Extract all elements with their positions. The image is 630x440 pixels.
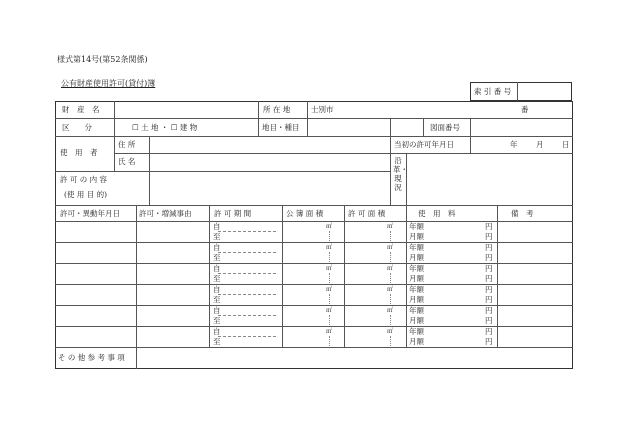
drawing-number-field[interactable] <box>472 120 571 134</box>
form-title: 公有財産使用許可(貸付)簿 <box>61 79 156 88</box>
yen-unit: 円 <box>485 295 493 304</box>
yen-unit: 円 <box>485 253 493 262</box>
yen-unit: 円 <box>485 337 493 346</box>
permit-content-field[interactable] <box>151 173 388 203</box>
form-number: 様式第14号(第52条関係) <box>57 55 148 64</box>
year-unit: 年 <box>510 140 518 149</box>
address-label: 住 所 <box>118 140 136 149</box>
registry-area-unit: ㎡ <box>326 244 333 251</box>
col-registry-area: 公 簿 面 積 <box>286 209 324 218</box>
col-permit-period: 許 可 期 間 <box>214 209 252 218</box>
period-from-label: 自 <box>213 243 221 252</box>
month-unit: 月 <box>536 140 544 149</box>
col-permit-date: 許可・異動年月日 <box>60 209 120 218</box>
period-from-label: 自 <box>213 327 221 336</box>
annual-fee-label: 年額 <box>409 264 424 273</box>
yen-unit: 円 <box>485 274 493 283</box>
monthly-fee-label: 月額 <box>409 274 424 283</box>
other-notes-label: そ の 他 参 考 事 項 <box>58 353 125 362</box>
usage-purpose-label: (使 用 目 的) <box>64 190 108 199</box>
registry-area-unit: ㎡ <box>326 286 333 293</box>
permit-area-unit: ㎡ <box>387 244 394 251</box>
period-to-label: 至 <box>213 337 221 346</box>
user-label: 使 用 者 <box>60 148 98 157</box>
name-label: 氏 名 <box>118 157 136 166</box>
initial-permit-date-label: 当初の許可年月日 <box>394 140 454 149</box>
period-from-label: 自 <box>213 264 221 273</box>
registry-area-unit: ㎡ <box>326 223 333 230</box>
lot-number-suffix: 番 <box>521 105 529 114</box>
history-status-label: 沿革・現況 <box>393 156 408 192</box>
asset-name-label: 財 産 名 <box>62 105 100 114</box>
yen-unit: 円 <box>485 222 493 231</box>
period-from-label: 自 <box>213 306 221 315</box>
category-options[interactable]: ☐ 土 地 ・ ☐ 建 物 <box>132 123 198 132</box>
yen-unit: 円 <box>485 306 493 315</box>
history-status-field[interactable] <box>408 155 571 203</box>
other-notes-field[interactable] <box>138 349 571 367</box>
yen-unit: 円 <box>485 327 493 336</box>
col-usage-fee: 使 用 料 <box>418 209 456 218</box>
location-label: 所 在 地 <box>263 105 291 114</box>
annual-fee-label: 年額 <box>409 243 424 252</box>
permit-area-unit: ㎡ <box>387 328 394 335</box>
permit-area-unit: ㎡ <box>387 307 394 314</box>
monthly-fee-label: 月額 <box>409 232 424 241</box>
category-label: 区 分 <box>62 123 92 132</box>
name-field[interactable] <box>151 155 388 169</box>
address-field[interactable] <box>151 138 388 152</box>
period-from-label: 自 <box>213 222 221 231</box>
location-value[interactable]: 士別市 <box>311 105 334 114</box>
permit-content-label: 許 可 の 内 容 <box>60 175 108 184</box>
index-number-field[interactable] <box>519 84 570 99</box>
yen-unit: 円 <box>485 285 493 294</box>
asset-name-field[interactable] <box>116 103 256 116</box>
annual-fee-label: 年額 <box>409 327 424 336</box>
period-to-label: 至 <box>213 274 221 283</box>
annual-fee-label: 年額 <box>409 306 424 315</box>
period-to-label: 至 <box>213 232 221 241</box>
annual-fee-label: 年額 <box>409 222 424 231</box>
col-remarks: 備 考 <box>511 209 534 218</box>
permit-area-unit: ㎡ <box>387 265 394 272</box>
index-number-label: 索 引 番 号 <box>474 87 512 96</box>
period-to-label: 至 <box>213 316 221 325</box>
yen-unit: 円 <box>485 264 493 273</box>
yen-unit: 円 <box>485 316 493 325</box>
land-type-label: 地目・種目 <box>262 123 300 132</box>
monthly-fee-label: 月額 <box>409 295 424 304</box>
annual-fee-label: 年額 <box>409 285 424 294</box>
registry-area-unit: ㎡ <box>326 328 333 335</box>
yen-unit: 円 <box>485 232 493 241</box>
monthly-fee-label: 月額 <box>409 253 424 262</box>
yen-unit: 円 <box>485 243 493 252</box>
permit-area-unit: ㎡ <box>387 223 394 230</box>
drawing-number-label: 図面番号 <box>430 123 460 132</box>
permit-area-unit: ㎡ <box>387 286 394 293</box>
monthly-fee-label: 月額 <box>409 316 424 325</box>
period-to-label: 至 <box>213 253 221 262</box>
day-unit: 日 <box>562 140 570 149</box>
col-change-reason: 許可・増減事由 <box>139 209 192 218</box>
registry-area-unit: ㎡ <box>326 265 333 272</box>
registry-area-unit: ㎡ <box>326 307 333 314</box>
period-from-label: 自 <box>213 285 221 294</box>
monthly-fee-label: 月額 <box>409 337 424 346</box>
period-to-label: 至 <box>213 295 221 304</box>
col-permit-area: 許 可 面 積 <box>348 209 386 218</box>
